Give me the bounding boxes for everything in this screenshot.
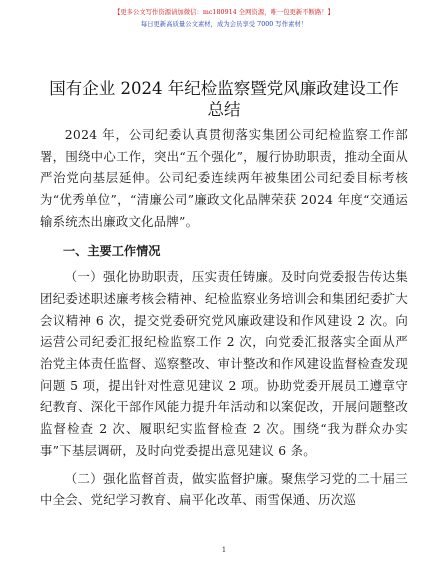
title-line-1: 国有企业 2024 年纪检监察暨党风廉政建设工作 — [49, 79, 399, 98]
section-heading: 一、主要工作情况 — [63, 243, 161, 258]
title-line-2: 总结 — [207, 100, 241, 119]
paragraph-1: （一）强化协助职责，压实责任铸廉。及时向党委报告传达集团纪委述职述廉考核会精神、纪检监察业务培训会和集团纪委扩大会议精神 6 次，提交党委研究党风廉政建设和作风建设 2 次。向运营公司纪委汇报纪检监察工作 2 次，向党委汇报落实全面从严治党主体责任监督、巡察整改、审计整改和作风建设监督检查发现问题 5 项，提出针对性意见建议 2 项。协助党委开展员工遵章守纪教育、深化干部作风能力提升年活动和以案促改，开展问题整改监督检查 2 次、履职纪实监督检查 2 次。围绕“我为群众办实事”下基层调研，及时向党委提出意见建议 6 条。 — [40, 269, 408, 458]
promo-banner-line-2: 每日更新高质量公文素材，成为会员享受 7000 写作素材！ — [140, 21, 308, 28]
paragraph-2: （二）强化监督首责，做实监督护廉。聚焦学习党的二十届三中全会、党纪学习教育、扁平化改革、雨雪保通、历次巡 — [40, 470, 408, 508]
document-title — [0, 78, 448, 120]
promo-banner-line-1: 【更多公文写作资源请加微信：mc180914 全网资源，唯一包更新不断路！】 — [113, 9, 335, 16]
page-number: 1 — [221, 546, 227, 554]
document-body — [40, 124, 408, 511]
intro-paragraph: 2024 年，公司纪委认真贯彻落实集团公司纪检监察工作部署，围绕中心工作，突出“五个强化”，履行协助职责，推动全面从严治党向基层延伸。公司纪委连续两年被集团公司纪委目标考核为“优秀单位”，“清廉公司”廉政文化品牌荣获 2024 年度“交通运输系统杰出廉政文化品牌”。 — [40, 127, 408, 229]
